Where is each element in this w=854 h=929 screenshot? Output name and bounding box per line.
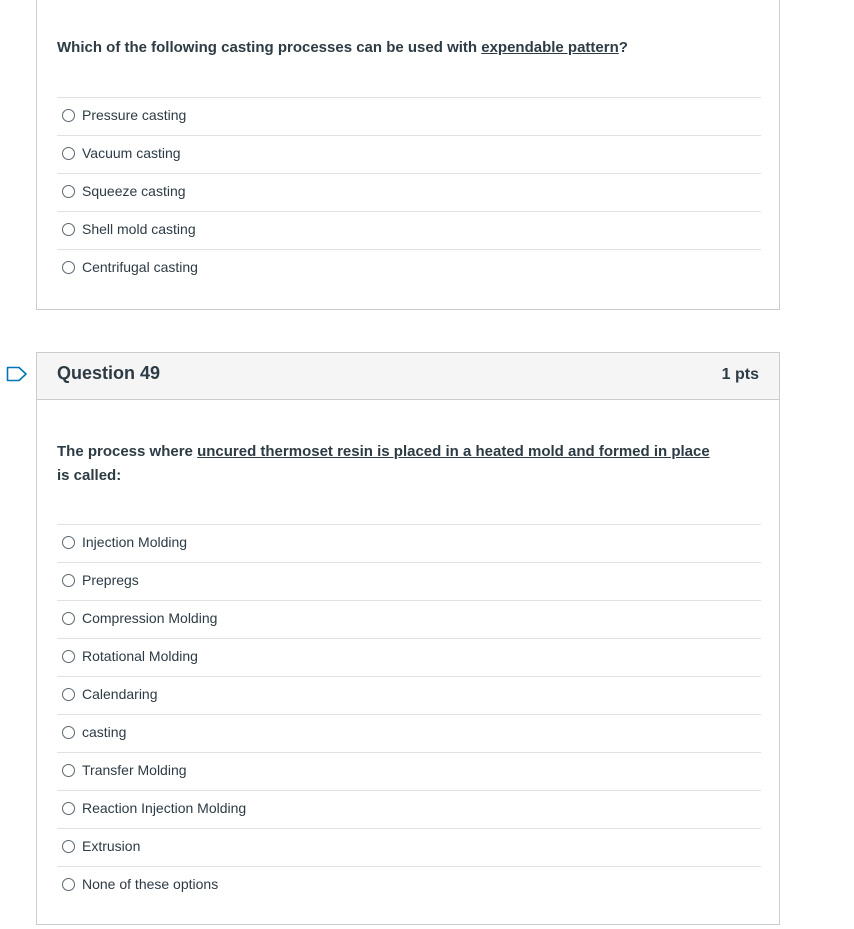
radio-button-icon[interactable] xyxy=(62,650,75,663)
radio-button-icon[interactable] xyxy=(62,802,75,815)
answer-option[interactable] xyxy=(57,524,761,562)
answer-label: Pressure casting xyxy=(82,107,187,123)
answer-option[interactable] xyxy=(57,249,761,287)
answer-label: casting xyxy=(82,724,127,740)
question-48-answers xyxy=(57,97,761,287)
answer-option[interactable] xyxy=(57,173,761,211)
answer-option[interactable] xyxy=(57,790,761,828)
answer-label: Transfer Molding xyxy=(82,762,187,778)
question-points: 1 pts xyxy=(721,366,759,383)
radio-button-icon[interactable] xyxy=(62,223,75,236)
question-48-text: Which of the following casting processes can be used with expendable pattern? xyxy=(57,39,628,56)
question-48-card xyxy=(36,0,780,310)
answer-label: Prepregs xyxy=(82,572,139,588)
radio-button-icon[interactable] xyxy=(62,688,75,701)
answer-option[interactable] xyxy=(57,211,761,249)
answer-option[interactable] xyxy=(57,828,761,866)
answer-option[interactable] xyxy=(57,562,761,600)
answer-label: Centrifugal casting xyxy=(82,259,198,275)
answer-option[interactable] xyxy=(57,866,761,904)
radio-button-icon[interactable] xyxy=(62,147,75,160)
answer-option[interactable] xyxy=(57,676,761,714)
question-header xyxy=(37,353,779,400)
radio-button-icon[interactable] xyxy=(62,726,75,739)
radio-button-icon[interactable] xyxy=(62,878,75,891)
question-title: Question 49 xyxy=(57,363,161,383)
question-49-answers xyxy=(57,524,761,904)
answer-option[interactable] xyxy=(57,714,761,752)
answer-option[interactable] xyxy=(57,135,761,173)
answer-label: Vacuum casting xyxy=(82,145,181,161)
answer-label: Calendaring xyxy=(82,686,158,702)
radio-button-icon[interactable] xyxy=(62,764,75,777)
question-49-card xyxy=(36,352,780,925)
answer-option[interactable] xyxy=(57,752,761,790)
radio-button-icon[interactable] xyxy=(62,840,75,853)
answer-option[interactable] xyxy=(57,638,761,676)
radio-button-icon[interactable] xyxy=(62,185,75,198)
question-49-text: The process where uncured thermoset resin is placed in a heated mold and formed in place is called: xyxy=(57,443,710,484)
answer-option[interactable] xyxy=(57,600,761,638)
radio-button-icon[interactable] xyxy=(62,574,75,587)
answer-label: Rotational Molding xyxy=(82,648,198,664)
answer-label: Extrusion xyxy=(82,838,141,854)
answer-option[interactable] xyxy=(57,97,761,135)
radio-button-icon[interactable] xyxy=(62,109,75,122)
answer-label: Reaction Injection Molding xyxy=(82,800,247,816)
answer-label: Shell mold casting xyxy=(82,221,196,237)
answer-label: Squeeze casting xyxy=(82,183,186,199)
flag-question-icon[interactable] xyxy=(6,366,28,382)
answer-label: Compression Molding xyxy=(82,610,218,626)
answer-label: Injection Molding xyxy=(82,534,188,550)
answer-label: None of these options xyxy=(82,876,219,892)
radio-button-icon[interactable] xyxy=(62,536,75,549)
radio-button-icon[interactable] xyxy=(62,261,75,274)
radio-button-icon[interactable] xyxy=(62,612,75,625)
